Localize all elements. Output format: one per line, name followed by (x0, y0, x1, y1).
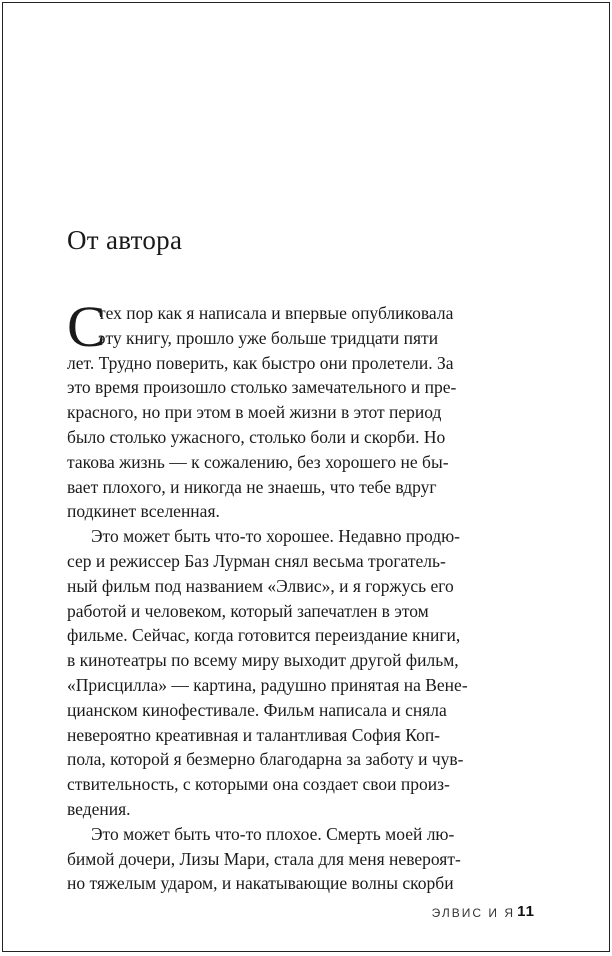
chapter-heading: От автора (67, 225, 183, 255)
text-line: пола, которой я безмерно благодарна за заботу и чув- (67, 749, 464, 770)
text-line: тех пор как я написала и впервые опубликовала (98, 303, 454, 323)
text-line: подкинет вселенная. (67, 501, 220, 522)
text-line: было столько ужасного, столько боли и скорби. Но (67, 426, 446, 447)
text-line: ствительность, с которыми она создает свои произ- (67, 774, 450, 795)
text-line: ведения. (67, 798, 131, 819)
running-title: ЭЛВИС И Я (431, 906, 515, 920)
text-line: ный фильм под названием «Элвис», и я горжусь его (67, 575, 454, 596)
body-text (67, 294, 523, 896)
text-line: красного, но при этом в моей жизни в этот период (67, 402, 442, 423)
text-line: вает плохого, и никогда не знаешь, что тебе вдруг (67, 476, 437, 497)
text-line: Это может быть что-то плохое. Смерть моей лю- (91, 823, 455, 844)
text-line: в кинотеатры по всему миру выходит другой фильм, (67, 650, 459, 671)
text-line: такова жизнь — к сожалению, без хорошего не бы- (67, 451, 449, 472)
text-line: работой и человеком, который запечатлен в этом (67, 600, 429, 621)
drop-cap: С (67, 294, 106, 359)
text-line: невероятно креативная и талантливая София Коп- (67, 724, 441, 745)
page-number: 11 (517, 903, 535, 920)
book-page (2, 2, 610, 952)
text-line: «Присцилла» — картина, радушно принятая на Вене- (67, 674, 468, 695)
text-line: эту книгу, прошло уже больше тридцати пяти (98, 327, 439, 348)
text-line: Это может быть что-то хорошее. Недавно продю- (91, 526, 460, 547)
text-line: фильме. Сейчас, когда готовится переиздание книги, (67, 625, 461, 646)
text-line: бимой дочери, Лизы Мари, стала для меня невероят- (67, 848, 461, 869)
text-line: это время произошло столько замечательного и пре- (67, 377, 457, 398)
text-line: лет. Трудно поверить, как быстро они пролетели. За (67, 352, 454, 373)
text-line: но тяжелым ударом, и накатывающие волны скорби (67, 873, 454, 894)
text-line: сер и режиссер Баз Лурман снял весьма трогатель- (67, 550, 446, 571)
text-line: цианском кинофестивале. Фильм написала и сняла (67, 699, 447, 720)
